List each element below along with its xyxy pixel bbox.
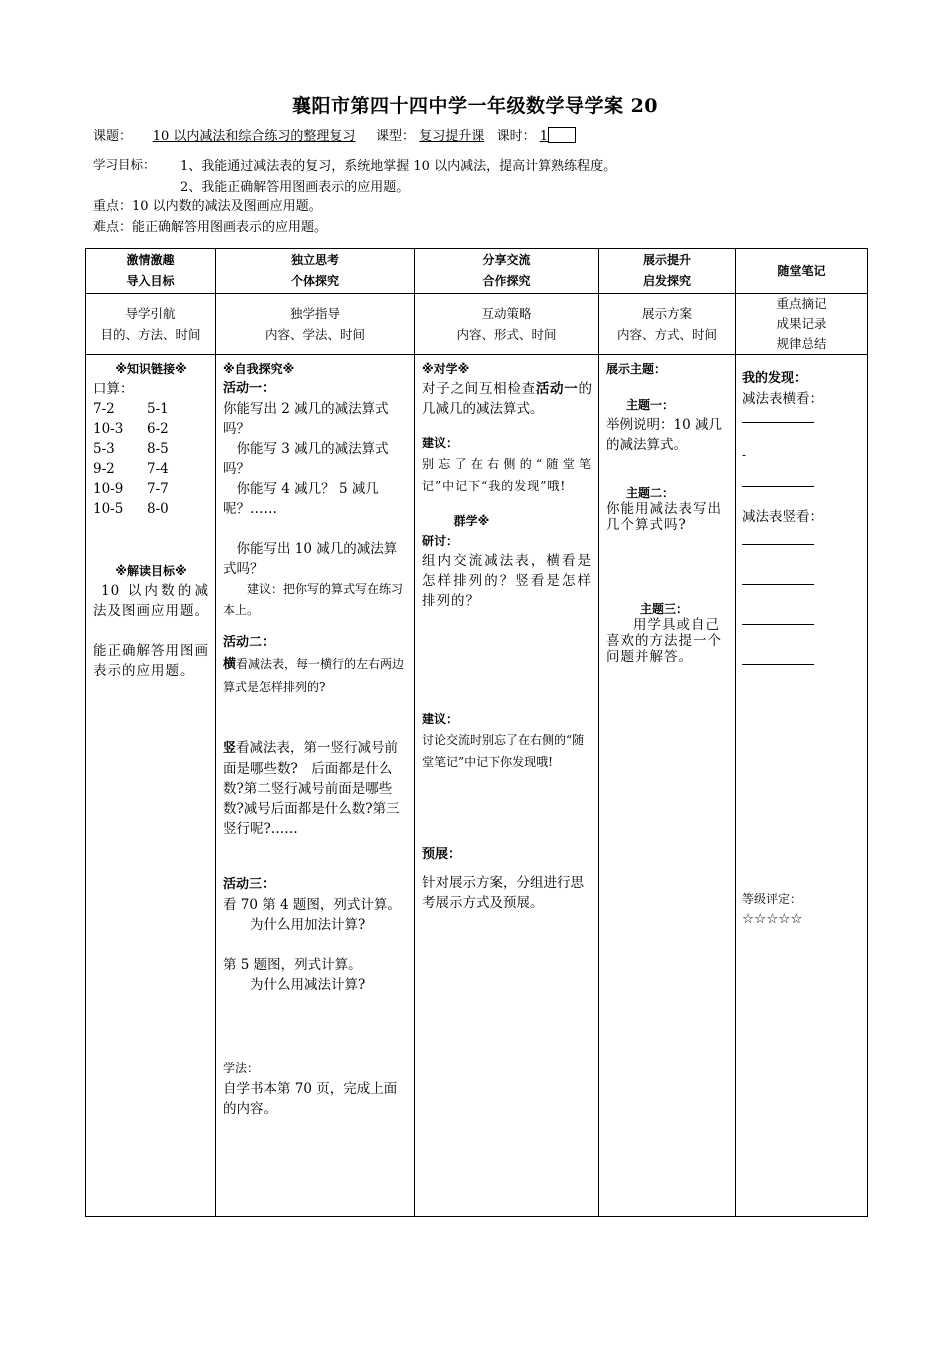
calc-row: 10-5 8-0 [93,501,169,517]
hours-box [548,127,576,143]
method-label: 学法： [223,1061,260,1075]
pair-study-title: ※对学※ [422,362,470,376]
theme1-text: 举例说明：10 减几的减法算式。 [606,417,722,453]
vertical-question: 竖看减法表，第一竖行减号前面是哪些数? 后面都是什么数?第二竖行减号前面是哪些数?减号后面都是什么数?第三竖行呢?…… [223,740,400,837]
subheader-row [86,294,868,355]
self-explore-title: ※自我探究※ [223,362,295,376]
discussion-text: 组内交流减法表，横看是怎样排列的？竖看是怎样排列的？ [422,553,592,609]
col2-content [216,355,415,1217]
suggestion-text-1: 别忘了在右侧的“随堂笔记”中记下“我的发现”哦! [422,457,592,493]
calc-row: 7-2 5-1 [93,401,169,417]
calc-row: 5-3 8-5 [93,441,169,457]
col3-content [415,355,599,1217]
goals-label-line [93,155,156,173]
suggestion-label-1: 建议： [422,436,459,450]
findings-title: 我的发现： [742,371,808,386]
oral-label: 口算： [93,381,134,397]
study-plan-table [85,248,868,1217]
horizontal-question: 横看减法表，每一横行的左右两边算式是怎样排列的? [223,657,405,694]
header-col5: 随堂笔记 [736,249,868,294]
goals-label: 学习目标： [93,157,156,172]
read-goal-title: ※解读目标※ [115,564,187,578]
theme3-label: 主题三： [640,602,689,616]
link-title: ※知识链接※ [115,362,187,376]
calc-row: 10-9 7-7 [93,481,169,497]
suggestion-label-2: 建议： [422,712,459,726]
task-5-question: 为什么用减法计算? [250,977,366,993]
subheader-col1: 导学引航 目的、方法、时间 [86,294,216,355]
theme2-label: 主题二： [626,486,675,500]
method-text: 自学书本第 70 页，完成上面的内容。 [223,1081,398,1117]
col1-content [86,355,216,1217]
goal-item-1: 1、我能通过减法表的复习，系统地掌握 10 以内减法，提高计算熟练程度。 [180,159,617,174]
pair-study-text: 对子之间互相检查活动一的几减几的减法算式。 [422,381,593,417]
header-col1: 激情激趣 导入目标 [86,249,216,294]
question-1: 你能写出 2 减几的减法算式吗？ [223,401,389,437]
topic-value: 10 以内减法和综合练习的整理复习 [152,129,356,144]
dash-mark: - [742,448,747,462]
preview-label: 预展： [422,847,462,862]
goal-text-2: 能正确解答用图画表示的应用题。 [93,643,209,679]
type-value: 复习提升课 [419,129,485,144]
col4-content [599,355,736,1217]
grade-label: 等级评定： [742,892,803,906]
task-4: 看 70 第 4 题图，列式计算。 [223,897,401,913]
activity1-label: 活动一： [223,381,276,396]
meta-line [93,125,576,144]
theme1-label: 主题一： [626,398,675,412]
topic-label: 课题： [93,129,133,144]
suggestion-1: 建议：把你写的算式写在练习本上。 [223,582,404,617]
theme2-text: 你能用减法表写出几个算式吗? [606,501,722,533]
calc-row: 10-3 6-2 [93,421,169,437]
subheader-col2: 独学指导 内容、学法、时间 [216,294,415,355]
theme3-text: 用学具或自己喜欢的方法提一个问题并解答。 [606,617,722,665]
suggestion-text-2: 讨论交流时别忘了在右侧的“随堂笔记”中记下你发现哦! [422,733,585,769]
task-4-question: 为什么用加法计算? [250,917,366,933]
hours-value: 1 [539,129,549,144]
goal-text-1: 10 以内数的减法及图画应用题。 [93,583,209,619]
question-3: 你能写 4 减几？ 5 减几呢？…… [223,481,379,517]
task-5: 第 5 题图，列式计算。 [223,957,362,973]
page-title: 襄阳市第四十四中学一年级数学导学案 20 [291,95,659,117]
subheader-col3: 互动策略 内容、形式、时间 [415,294,599,355]
group-study-title: 群学※ [453,514,490,528]
subheader-col5: 重点摘记 成果记录 规律总结 [736,294,868,355]
type-label: 课型： [376,129,416,144]
discussion-label: 研讨： [422,534,459,548]
question-2: 你能写 3 减几的减法算式吗？ [223,441,389,477]
question-4: 你能写出 10 减几的减法算式吗？ [223,541,398,577]
theme-label: 展示主题： [606,362,667,376]
header-col4: 展示提升 启发探究 [599,249,736,294]
preview-text: 针对展示方案，分组进行思考展示方式及预展。 [422,875,584,911]
calc-row: 9-2 7-4 [93,461,169,477]
header-col3: 分享交流 合作探究 [415,249,599,294]
subheader-col4: 展示方案 内容、方式、时间 [599,294,736,355]
activity3-label: 活动三： [223,877,276,892]
difficulty: 难点：能正确解答用图画表示的应用题。 [93,220,328,235]
header-col2: 独立思考 个体探究 [216,249,415,294]
vertical-label: 减法表竖看： [742,509,823,525]
col5-content [736,355,868,1217]
activity2-label: 活动二： [223,635,276,650]
hours-label: 课时： [496,129,536,144]
horizontal-label: 减法表横看： [742,391,823,407]
key-point: 重点：10 以内数的减法及图画应用题。 [93,199,322,214]
content-row [86,355,868,1217]
grade-stars[interactable]: ☆☆☆☆☆ [742,911,803,927]
goal-item-2: 2、我能正确解答用图画表示的应用题。 [180,180,410,195]
header-row [86,249,868,294]
